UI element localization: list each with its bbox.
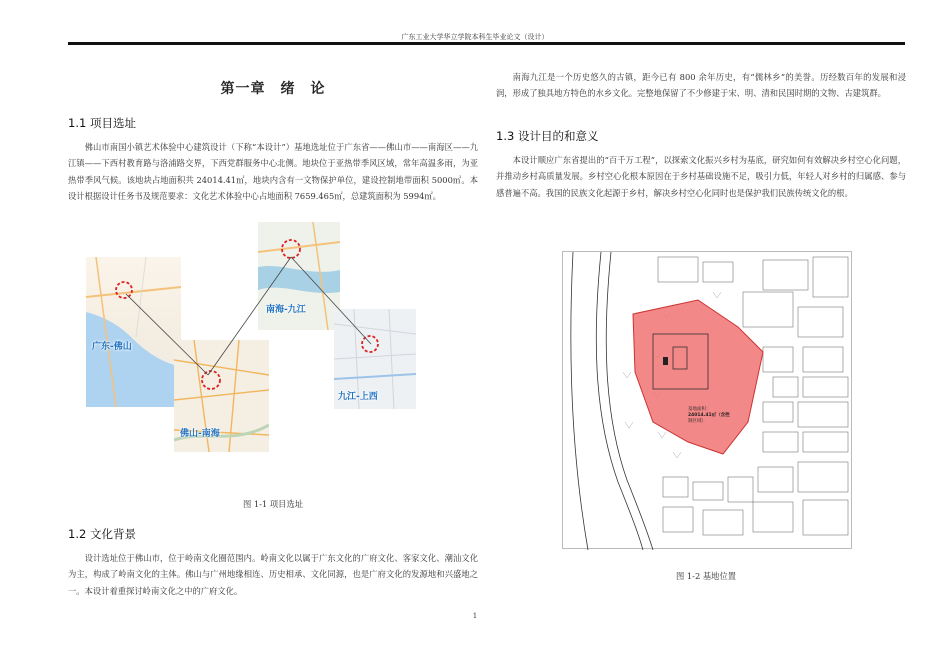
figure-1-1-caption: 图 1-1 项目选址: [242, 499, 304, 509]
page-number: 1: [472, 612, 478, 620]
site-plan-figure: [562, 251, 852, 549]
site-area-label-line3: 制区域）: [688, 419, 706, 424]
site-plan-svg: [563, 252, 853, 550]
section-heading-1-2: 1.2 文化背景: [68, 527, 136, 541]
paragraph-site-location: 佛山市南国小镇艺术体验中心建筑设计（下称“本设计”）基地选址位于广东省——佛山市——南海区——九江镇——下西村教育路与洛浦路交界，下西党群服务中心北侧。地块位于亚热带季风区域，常年高温多雨，为亚热带季风气候。该地块占地面积共 24014.41㎡，地块内含有一文物保护单位，建设控制地带面积 5000㎡。本设计根据设计任务书及规范要求：文化艺术体验中心占地面积 7659.465㎡，总建筑面积为 5994㎡。: [68, 142, 478, 201]
map-label-jiujiang: 九江-上西: [338, 392, 378, 402]
site-area-label-line2: 24014.41㎡（含控: [688, 413, 730, 418]
paragraph-jiujiang-history: 南海九江是一个历史悠久的古镇，距今已有 800 余年历史，有“儒林乡”的美誉。历经数百年的发展和浸润，形成了独具地方特色的水乡文化。完整地保留了不少修建于宋、明、清和民国时期的文物、古建筑群。: [496, 72, 906, 99]
map-label-nanhai: 南海-九江: [266, 305, 306, 315]
section-heading-1-3: 1.3 设计目的和意义: [496, 129, 599, 143]
chapter-title: 第一章 绪 论: [220, 81, 326, 97]
site-area-label-line1: 基地面积：: [688, 407, 711, 412]
map-label-guangdong: 广东-佛山: [92, 342, 132, 352]
map-connector-lines: [86, 222, 416, 452]
site-location-map-collage: [86, 222, 416, 452]
running-header: 广东工业大学华立学院本科生毕业论文（设计）: [401, 33, 549, 41]
paragraph-cultural-background: 设计选址位于佛山市，位于岭南文化圈范围内。岭南文化以属于广东文化的广府文化、客家文化、潮汕文化为主，构成了岭南文化的主体。佛山与广州地缘相连、历史相承、文化同源，也是广府文化的发源地和兴盛地之一。本设计着重探讨岭南文化之中的广府文化。: [68, 553, 478, 596]
paragraph-design-purpose: 本设计顺应广东省提出的“百千万工程”，以探索文化振兴乡村为基底，研究如何有效解决乡村空心化问题，并推动乡村高质量发展。乡村空心化根本原因在于乡村基础设施不足，吸引力低，年轻人对乡村的归属感、参与感普遍不高。我国的民族文化起源于乡村，解决乡村空心化同时也是保护我们民族传统文化的根。: [496, 155, 906, 198]
section-heading-1-1: 1.1 项目选址: [68, 116, 136, 130]
figure-1-2-caption: 图 1-2 基地位置: [675, 571, 737, 581]
map-label-foshan: 佛山-南海: [180, 429, 220, 439]
header-rule: [68, 42, 905, 45]
